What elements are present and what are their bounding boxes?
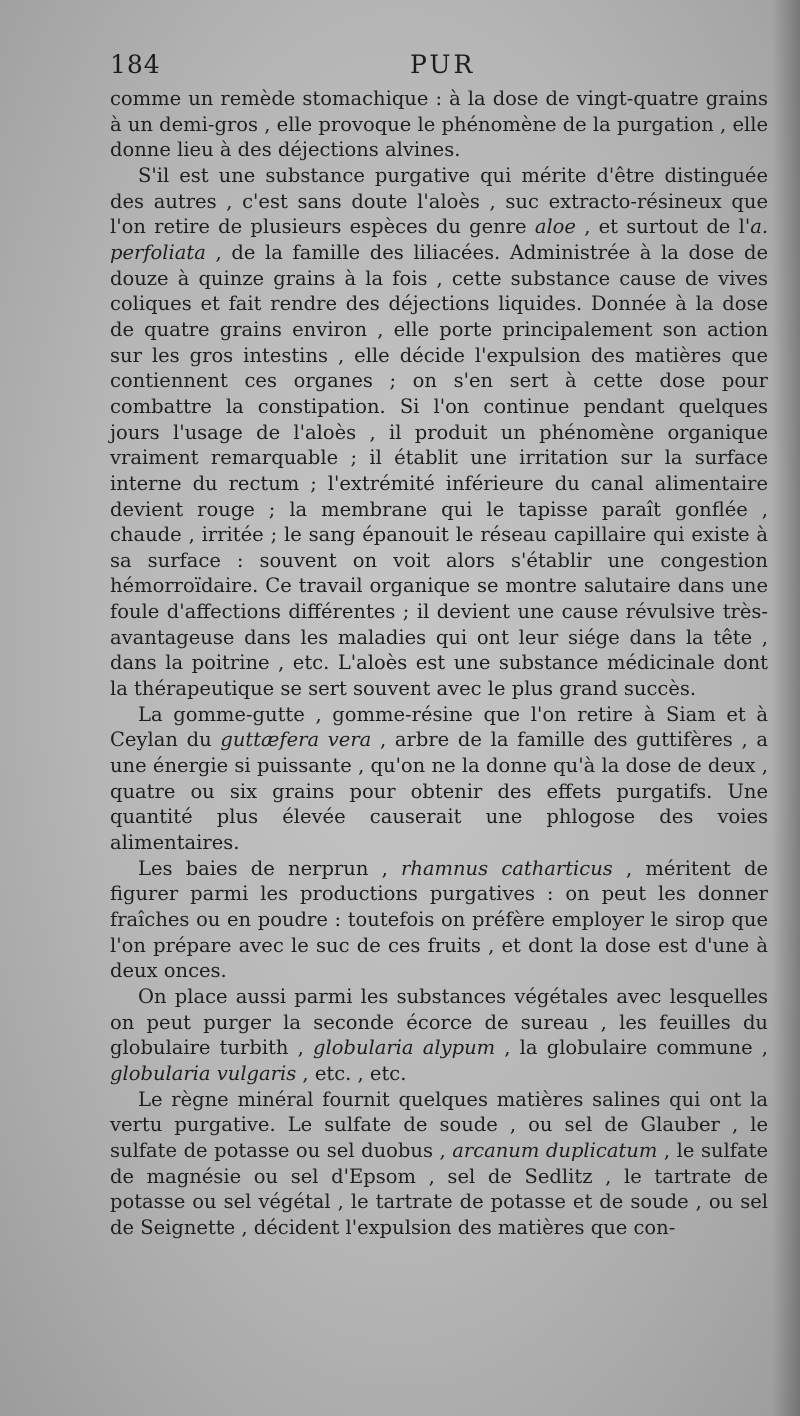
italic-term: guttæfera vera [220,728,372,752]
text-segment: , etc. , etc. [296,1061,407,1085]
text-segment: , méritent de figurer parmi les productions purgatives : on peut les donner fraîches ou en poudre : toutefois on préfère employer le sirop que l'on prépare avec le suc de ces fruits , et dont la dose est d'une à deux onces. [110,856,768,983]
text-segment: , de la famille des liliacées. Administrée à la dose de douze à quinze grains à la fois , cette substance cause de vives coliques et fait rendre des déjections liquides. Donnée à la dose de quatre grains environ , elle porte principalement son action sur les gros intestins , elle décide l'expulsion des matières que contiennent ces organes ; on s'en sert à cette dose pour combattre la constipation. Si l'on continue pendant quelques jours l'usage de l'aloès , il produit un phénomène organique vraiment remarquable ; il établit une irritation sur la surface interne du rectum ; l'extrémité inférieure du canal alimentaire devient rouge ; la membrane qui le tapisse paraît gonflée , chaude , irritée ; le sang épanouit le réseau capillaire qui existe à sa surface : souvent on voit alors s'établir une congestion hémorroïdaire. Ce travail organique se montre salutaire dans une foule d'affections différentes ; il devient une cause révulsive très-avantageuse dans les maladies qui ont leur siége dans la tête , dans la poitrine , etc. L'aloès est une substance médicinale dont la thérapeutique se sert souvent avec le plus grand succès. [110,240,768,701]
text-segment: , et surtout de l' [575,215,751,239]
paragraph [110,1087,768,1241]
italic-term: aloe [534,215,576,239]
text-segment: , le sulfate de magnésie ou sel d'Epsom , sel de Sedlitz , le tartrate de potasse ou sel végétal , le tartrate de potasse et de soude , ou sel de Seignette , décident l'expulsion des matières que con- [110,1138,768,1239]
italic-term: arcanum duplicatum [452,1138,658,1162]
body-text [110,86,768,1241]
italic-term: globularia alypum [313,1036,496,1060]
page-header [110,50,770,84]
paragraph [110,163,768,702]
text-segment: On place aussi parmi les substances végétales avec lesquelles on peut purger la seconde écorce de sureau , les feuilles du globulaire turbith , [110,984,768,1060]
text-segment: S'il est une substance purgative qui mérite d'être distinguée des autres , c'est sans doute l'aloès , suc extracto-résineux que l'on retire de plusieurs espèces du genre [110,163,768,239]
text-segment: , la globulaire commune , [495,1036,769,1060]
text-segment: comme un remède stomachique : à la dose de vingt-quatre grains à un demi-gros , elle provoque le phénomène de la purgation , elle donne lieu à des déjections alvines. [110,87,768,162]
italic-term: a. perfoliata [110,215,769,264]
text-segment: La gomme-gutte , gomme-résine que l'on retire à Siam et à Ceylan du [110,702,768,752]
italic-term: rhamnus catharticus [401,856,613,880]
italic-term: globularia vulgaris [110,1061,297,1085]
running-head: PUR [410,50,476,79]
text-segment: Les baies de nerprun , [138,856,401,880]
text-segment: , arbre de la famille des guttifères , a une énergie si puissante , qu'on ne la donne qu'à la dose de deux , quatre ou six grains pour obtenir des effets purgatifs. Une quantité plus élevée causerait une phlogose des voies alimentaires. [110,728,768,855]
paragraph [110,86,768,163]
paragraph [110,856,768,984]
paragraph [110,702,768,856]
text-segment: Le règne minéral fournit quelques matières salines qui ont la vertu purgative. Le sulfate de soude , ou sel de Glauber , le sulfate de potasse ou sel duobus , [110,1087,768,1162]
page-number: 184 [110,50,161,79]
paragraph [110,984,768,1087]
